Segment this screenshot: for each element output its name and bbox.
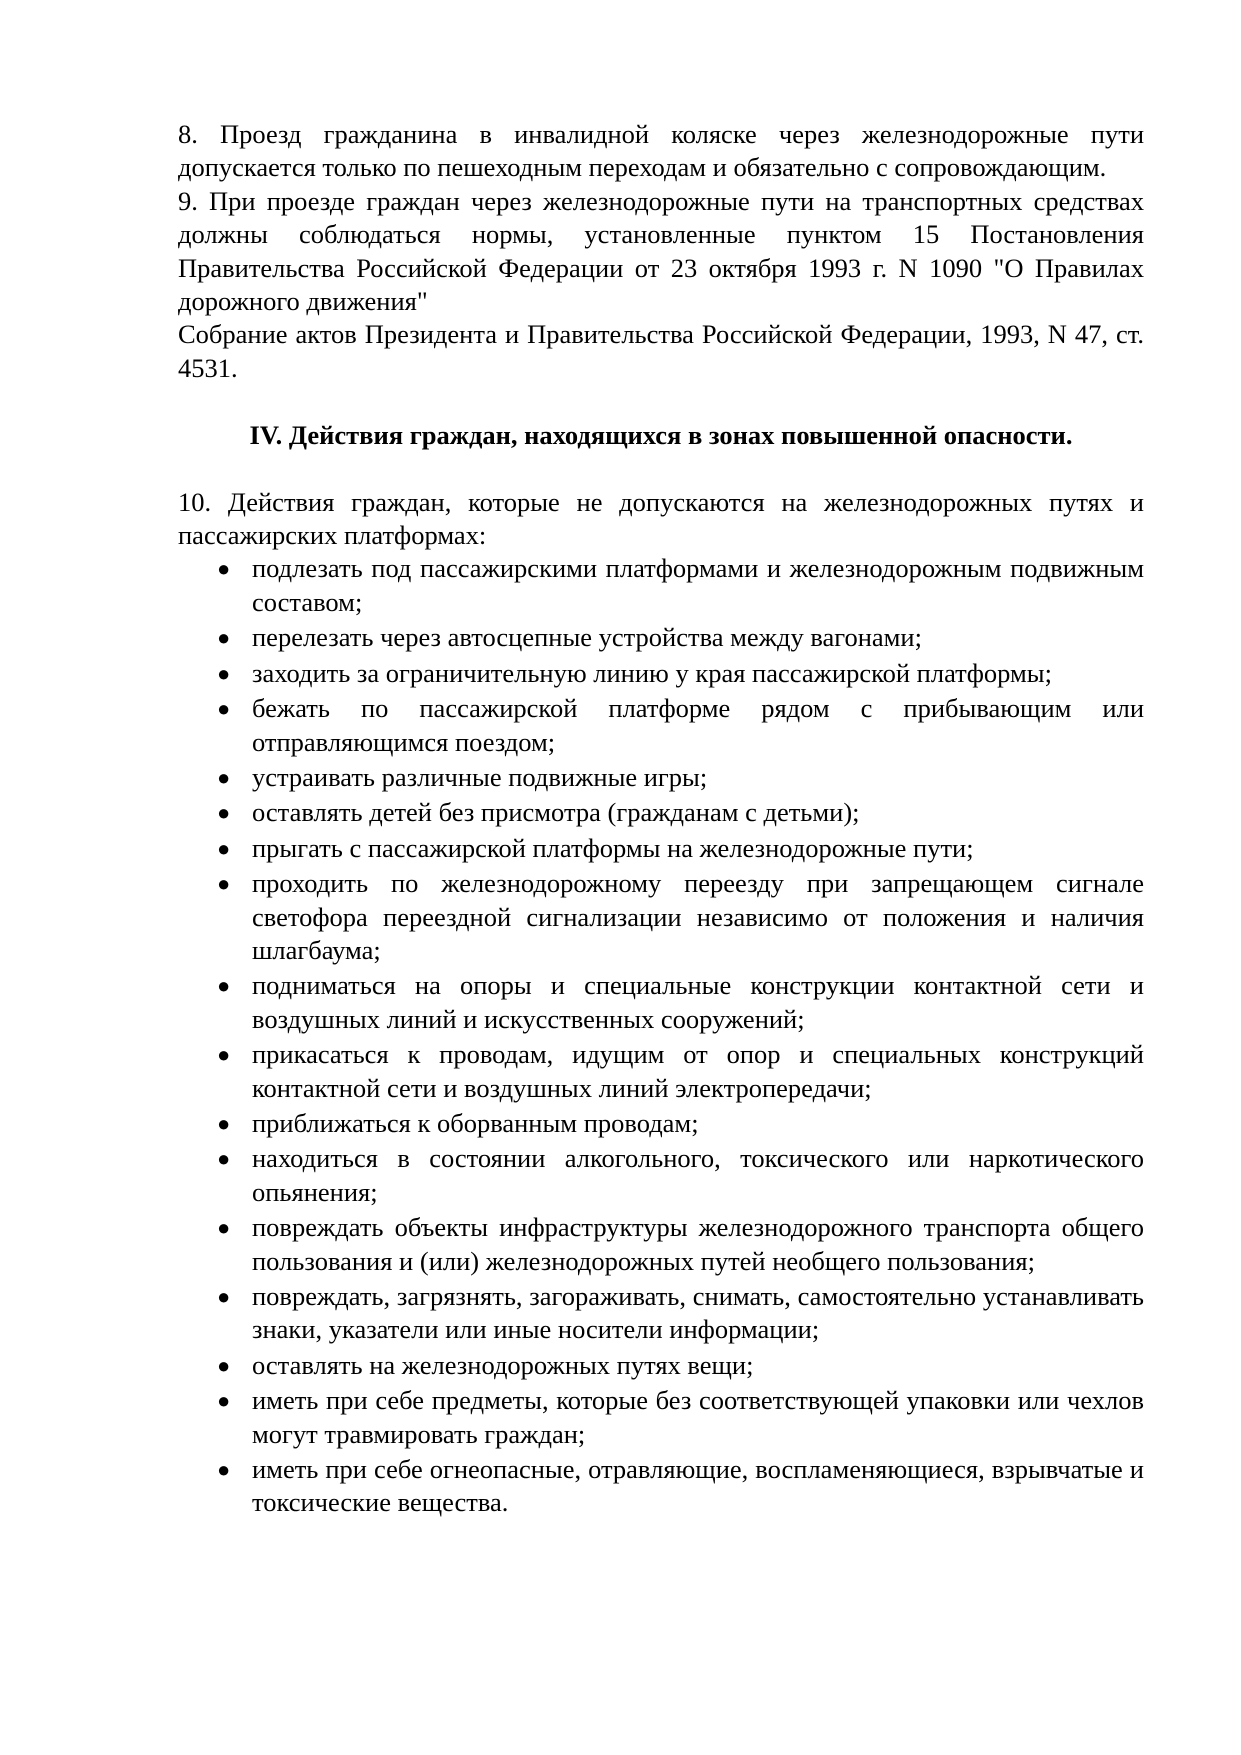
bullet-icon: ●	[217, 1457, 231, 1483]
list-item	[178, 1142, 1144, 1209]
bullet-icon: ●	[217, 625, 231, 651]
list-item	[178, 657, 1144, 690]
list-item	[178, 621, 1144, 654]
list-item-text: иметь при себе огнеопасные, отравляющие, воспламеняющиеся, взрывчатые и токсические вещества.	[252, 1454, 1144, 1518]
paragraph-9-source-note: Собрание актов Президента и Правительства Российской Федерации, 1993, N 47, ст. 4531.	[178, 319, 1144, 383]
list-item-text: перелезать через автосцепные устройства между вагонами;	[252, 622, 922, 653]
list-item-text: прыгать с пассажирской платформы на железнодорожные пути;	[252, 832, 974, 863]
section-heading: IV. Действия граждан, находящихся в зонах повышенной опасности.	[249, 420, 1073, 451]
bullet-icon: ●	[217, 1146, 231, 1172]
bullet-icon: ●	[217, 835, 231, 861]
bullet-icon: ●	[217, 1042, 231, 1068]
list-item	[178, 1038, 1144, 1105]
paragraph-9: 9. При проезде граждан через железнодорожные пути на транспортных средствах должны соблюдаться нормы, установленные пунктом 15 Постановления Правительства Российской Федерации от 23 октября 1993 г. N 1090 "О Правилах дорожного движения"	[178, 185, 1144, 317]
list-item-text: проходить по железнодорожному переезду при запрещающем сигнале светофора переездной сигнализации независимо от положения и наличия шлагбаума;	[252, 868, 1144, 965]
list-item	[178, 1453, 1144, 1520]
list-item	[178, 692, 1144, 759]
list-item-text: заходить за ограничительную линию у края пассажирской платформы;	[252, 657, 1052, 688]
list-item	[178, 867, 1144, 967]
bullet-icon: ●	[217, 764, 231, 790]
list-item-text: оставлять детей без присмотра (гражданам с детьми);	[252, 797, 860, 828]
prohibited-actions-list	[178, 552, 1144, 1519]
document-page	[178, 118, 1144, 1522]
list-item	[178, 761, 1144, 794]
list-item-text: устраивать различные подвижные игры;	[252, 761, 708, 792]
list-item	[178, 969, 1144, 1036]
bullet-icon: ●	[217, 660, 231, 686]
list-item-text: подниматься на опоры и специальные конструкции контактной сети и воздушных линий и искусственных сооружений;	[252, 970, 1144, 1034]
list-item-text: приближаться к оборванным проводам;	[252, 1107, 699, 1138]
list-item-text: повреждать, загрязнять, загораживать, снимать, самостоятельно устанавливать знаки, указатели или иные носители информации;	[252, 1281, 1144, 1345]
bullet-icon: ●	[217, 1284, 231, 1309]
bullet-icon: ●	[217, 1215, 231, 1241]
list-item	[178, 1280, 1144, 1347]
list-item	[178, 1349, 1144, 1382]
bullet-icon: ●	[217, 973, 231, 999]
paragraph-8: 8. Проезд гражданина в инвалидной коляске через железнодорожные пути допускается только по пешеходным переходам и обязательно с сопровождающим.	[178, 119, 1144, 183]
list-item-text: оставлять на железнодорожных путях вещи;	[252, 1349, 754, 1380]
list-item-text: бежать по пассажирской платформе рядом с прибывающим или отправляющимся поездом;	[252, 693, 1144, 757]
list-item-text: находиться в состоянии алкогольного, токсического или наркотического опьянения;	[252, 1143, 1144, 1207]
bullet-icon: ●	[217, 556, 231, 582]
list-item	[178, 552, 1144, 619]
bullet-icon: ●	[217, 1388, 231, 1414]
list-item-text: повреждать объекты инфраструктуры железнодорожного транспорта общего пользования и (или) железнодорожных путей необщего пользования;	[252, 1212, 1144, 1276]
list-item	[178, 1107, 1144, 1140]
paragraph-10-intro: 10. Действия граждан, которые не допускаются на железнодорожных путях и пассажирских платформах:	[178, 486, 1144, 551]
bullet-icon: ●	[217, 871, 231, 897]
list-item	[178, 1211, 1144, 1278]
bullet-icon: ●	[217, 800, 231, 826]
bullet-icon: ●	[217, 1110, 231, 1136]
list-item	[178, 796, 1144, 829]
list-item-text: подлезать под пассажирскими платформами и железнодорожным подвижным составом;	[252, 553, 1144, 617]
list-item-text: прикасаться к проводам, идущим от опор и специальных конструкций контактной сети и воздушных линий электропередачи;	[252, 1039, 1144, 1103]
bullet-icon: ●	[217, 1352, 231, 1378]
list-item	[178, 1384, 1144, 1451]
bullet-icon: ●	[217, 696, 231, 722]
list-item-text: иметь при себе предметы, которые без соответствующей упаковки или чехлов могут травмировать граждан;	[252, 1385, 1144, 1449]
list-item	[178, 832, 1144, 865]
